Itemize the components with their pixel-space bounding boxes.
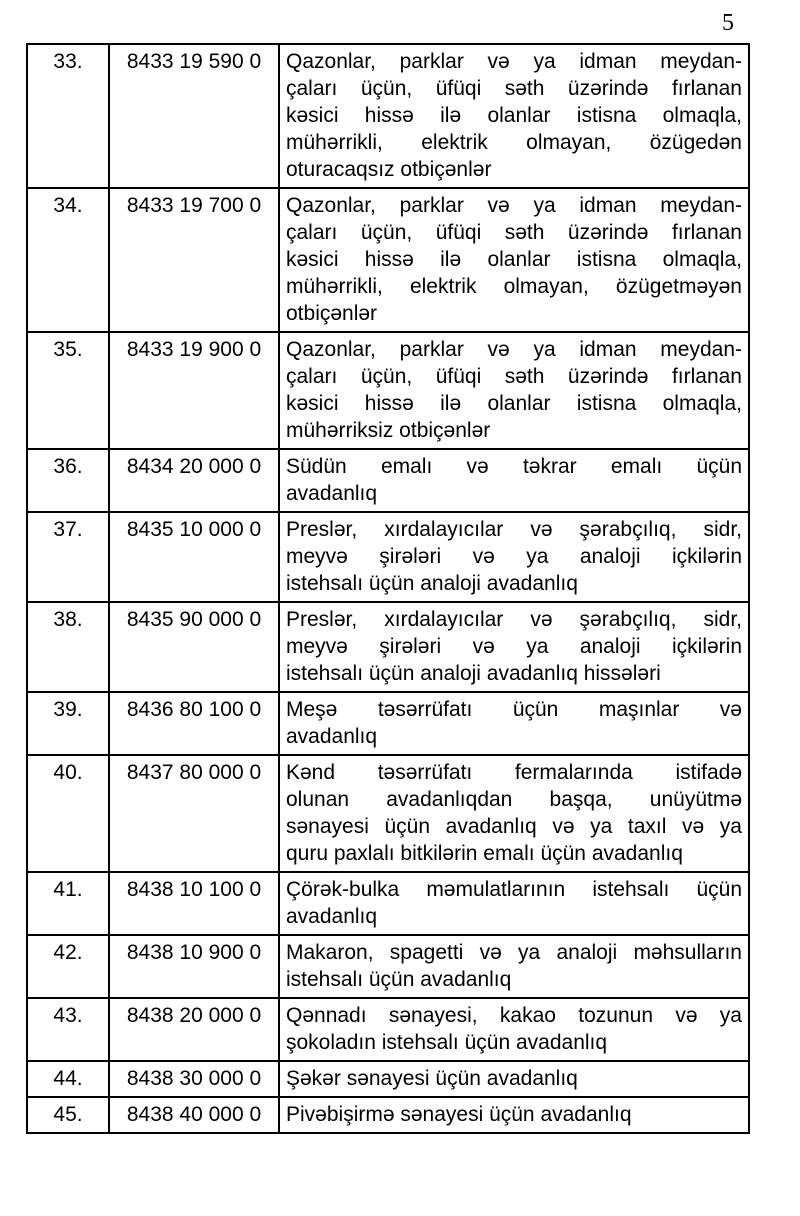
commodity-code-cell: 8438 20 000 0 xyxy=(109,998,279,1061)
description-cell xyxy=(279,332,749,449)
description-line: Pivəbişirmə sənayesi üçün avadanlıq xyxy=(286,1103,632,1126)
row-number-cell: 37. xyxy=(27,512,109,602)
description-line: mühərrikli, elektrik olmayan, özügetməyən xyxy=(286,275,742,298)
row-number-cell: 43. xyxy=(27,998,109,1061)
description-line: mühərrikli, elektrik olmayan, özügedən xyxy=(286,131,742,154)
description-line: Preslər, xırdalayıcılar və şərabçılıq, sidr, xyxy=(286,608,742,631)
table-body xyxy=(27,44,749,1133)
row-number-cell: 42. xyxy=(27,935,109,998)
commodity-code-cell: 8433 19 900 0 xyxy=(109,332,279,449)
description-line: avadanlıq xyxy=(286,482,378,505)
description-line: Makaron, spagetti və ya analoji məhsulların xyxy=(286,941,742,964)
description-line: Qənnadı sənayesi, kakao tozunun və ya xyxy=(286,1004,742,1027)
description-cell xyxy=(279,44,749,188)
description-line: olunan avadanlıqdan başqa, unüyütmə xyxy=(286,788,742,811)
commodity-code-cell: 8438 10 900 0 xyxy=(109,935,279,998)
description-line: çaları üçün, üfüqi səth üzərində fırlanan xyxy=(286,221,742,244)
description-cell xyxy=(279,188,749,332)
description-line: Kənd təsərrüfatı fermalarında istifadə xyxy=(286,761,742,784)
commodity-code-cell: 8433 19 590 0 xyxy=(109,44,279,188)
table-row xyxy=(27,449,749,512)
description-line: şokoladın istehsalı üçün avadanlıq xyxy=(286,1031,608,1054)
description-cell xyxy=(279,512,749,602)
description-cell xyxy=(279,998,749,1061)
commodity-code-cell: 8435 10 000 0 xyxy=(109,512,279,602)
description-cell xyxy=(279,1061,749,1097)
table-row xyxy=(27,188,749,332)
commodity-code-cell: 8438 10 100 0 xyxy=(109,872,279,935)
row-number-cell: 34. xyxy=(27,188,109,332)
table-row xyxy=(27,332,749,449)
description-line: çaları üçün, üfüqi səth üzərində fırlanan xyxy=(286,77,742,100)
commodity-code-cell: 8438 30 000 0 xyxy=(109,1061,279,1097)
row-number-cell: 41. xyxy=(27,872,109,935)
row-number-cell: 38. xyxy=(27,602,109,692)
description-line: quru paxlalı bitkilərin emalı üçün avadanlıq xyxy=(286,842,683,865)
commodity-code-cell: 8435 90 000 0 xyxy=(109,602,279,692)
row-number-cell: 36. xyxy=(27,449,109,512)
description-line: istehsalı üçün avadanlıq xyxy=(286,968,512,991)
table-row xyxy=(27,1061,749,1097)
commodity-code-cell: 8434 20 000 0 xyxy=(109,449,279,512)
table-row xyxy=(27,935,749,998)
description-line: Qazonlar, parklar və ya idman meydan- xyxy=(286,50,742,73)
description-line: Meşə təsərrüfatı üçün maşınlar və xyxy=(286,698,742,721)
description-cell xyxy=(279,755,749,872)
description-line: Qazonlar, parklar və ya idman meydan- xyxy=(286,338,742,361)
description-line: kəsici hissə ilə olanlar istisna olmaqla, xyxy=(286,248,742,271)
row-number-cell: 45. xyxy=(27,1097,109,1133)
description-line: Südün emalı və təkrar emalı üçün xyxy=(286,455,742,478)
commodity-codes-table xyxy=(26,43,750,1134)
description-cell xyxy=(279,935,749,998)
description-line: istehsalı üçün analoji avadanlıq xyxy=(286,572,578,595)
commodity-code-cell: 8433 19 700 0 xyxy=(109,188,279,332)
row-number-cell: 35. xyxy=(27,332,109,449)
description-cell xyxy=(279,1097,749,1133)
description-line: Preslər, xırdalayıcılar və şərabçılıq, sidr, xyxy=(286,518,742,541)
commodity-code-cell: 8438 40 000 0 xyxy=(109,1097,279,1133)
table-row xyxy=(27,512,749,602)
table-row xyxy=(27,692,749,755)
row-number-cell: 33. xyxy=(27,44,109,188)
row-number-cell: 39. xyxy=(27,692,109,755)
description-line: meyvə şirələri və ya analoji içkilərin xyxy=(286,635,742,658)
commodity-code-cell: 8436 80 100 0 xyxy=(109,692,279,755)
row-number-cell: 44. xyxy=(27,1061,109,1097)
table-row xyxy=(27,1097,749,1133)
description-line: Qazonlar, parklar və ya idman meydan- xyxy=(286,194,742,217)
page-number: 5 xyxy=(722,10,734,36)
description-line: meyvə şirələri və ya analoji içkilərin xyxy=(286,545,742,568)
description-line: avadanlıq xyxy=(286,905,378,928)
description-line: Çörək-bulka məmulatlarının istehsalı üçün xyxy=(286,878,742,901)
table-row xyxy=(27,602,749,692)
description-cell xyxy=(279,449,749,512)
description-line: kəsici hissə ilə olanlar istisna olmaqla, xyxy=(286,392,742,415)
description-line: sənayesi üçün avadanlıq və ya taxıl və ya xyxy=(286,815,742,838)
description-line: Şəkər sənayesi üçün avadanlıq xyxy=(286,1067,578,1090)
commodity-code-cell: 8437 80 000 0 xyxy=(109,755,279,872)
description-cell xyxy=(279,872,749,935)
table-row xyxy=(27,755,749,872)
description-cell xyxy=(279,602,749,692)
description-line: avadanlıq xyxy=(286,725,378,748)
table-row xyxy=(27,44,749,188)
description-line: otbiçənlər xyxy=(286,302,378,325)
description-line: istehsalı üçün analoji avadanlıq hissələri xyxy=(286,662,661,685)
description-line: kəsici hissə ilə olanlar istisna olmaqla, xyxy=(286,104,742,127)
description-line: mühərriksiz otbiçənlər xyxy=(286,419,491,442)
table-row xyxy=(27,998,749,1061)
table-row xyxy=(27,872,749,935)
description-cell xyxy=(279,692,749,755)
description-line: çaları üçün, üfüqi səth üzərində fırlanan xyxy=(286,365,742,388)
row-number-cell: 40. xyxy=(27,755,109,872)
description-line: oturacaqsız otbiçənlər xyxy=(286,158,492,181)
